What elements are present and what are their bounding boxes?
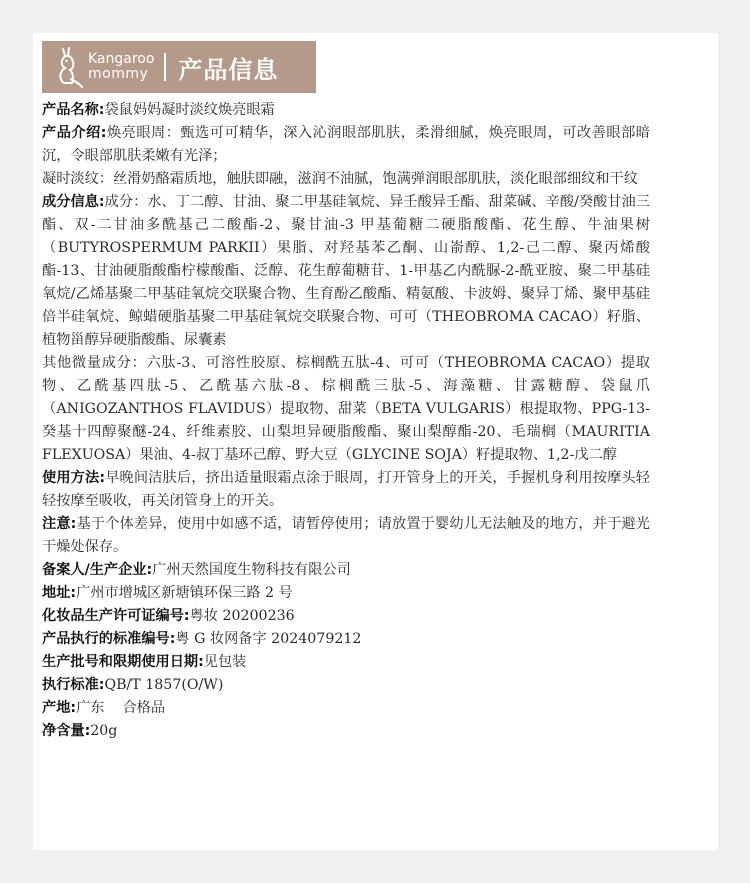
address-value: 广州市增城区新塘镇环保三路 2 号 <box>76 585 293 601</box>
batch-value: 见包装 <box>203 654 247 670</box>
origin-row <box>42 697 650 720</box>
address-label: 地址: <box>42 585 77 601</box>
origin-value: 广东 合格品 <box>76 700 166 716</box>
page-title: 产品信息 <box>178 55 279 84</box>
notice-value: 基于个体差异，使用中如感不适，请暂停使用；请放置于婴幼儿无法触及的地方，并于避光干燥处保存。 <box>42 516 650 555</box>
batch-label: 生产批号和限期使用日期: <box>42 654 204 670</box>
header-banner <box>42 41 316 93</box>
product-intro-label: 产品介绍: <box>42 125 107 141</box>
batch-row <box>42 651 650 674</box>
notice-row <box>42 513 650 559</box>
filer-label: 备案人/生产企业: <box>42 562 153 578</box>
exec-standard-value: QB/T 1857(O/W) <box>104 677 224 693</box>
net-content-row <box>42 720 650 743</box>
usage-row <box>42 467 650 513</box>
ingredients-value: 成分：水、丁二醇、甘油、聚二甲基硅氧烷、异壬酸异壬酯、甜菜碱、辛酸/癸酸甘油三酯、双-二甘油多酰基己二酸酯-2、聚甘油-3 甲基葡糖二硬脂酸酯、花生醇、牛油果树（BUTYROSPERMUM PARKII）果脂、对羟基苯乙酮、山嵛醇、1,2-己二醇、聚丙烯酸酯-13、甘油硬脂酸酯柠檬酸酯、泛醇、花生醇葡糖苷、1-甲基乙内酰脲-2-酰亚胺、聚二甲基硅氧烷/乙烯基聚二甲基硅氧烷交联聚合物、生育酚乙酸酯、精氨酸、卡波姆、聚异丁烯、聚甲基硅倍半硅氧烷、鲸蜡硬脂基聚二甲基硅氧烷交联聚合物、可可（THEOBROMA CACAO）籽脂、植物甾醇异硬脂酸酯、尿囊素 <box>42 194 650 348</box>
license-label: 化妆品生产许可证编号: <box>42 608 190 624</box>
notice-label: 注意: <box>42 516 77 532</box>
filer-row <box>42 559 650 582</box>
product-details <box>42 99 650 743</box>
product-name-value: 袋鼠妈妈凝时淡纹焕亮眼霜 <box>104 102 275 118</box>
origin-label: 产地: <box>42 700 77 716</box>
product-intro-value-2: 凝时淡纹：丝滑奶酪霜质地，触肤即融，滋润不油腻，饱满弹润眼部肌肤，淡化眼部细纹和干纹 <box>42 171 638 187</box>
product-name-label: 产品名称: <box>42 102 105 118</box>
license-row <box>42 605 650 628</box>
product-intro-row <box>42 122 650 168</box>
brand-line1: Kangaroo <box>88 51 155 67</box>
usage-label: 使用方法: <box>42 470 106 486</box>
product-intro-row-2 <box>42 168 650 191</box>
usage-value: 早晚间洁肤后，挤出适量眼霜点涂于眼周，打开管身上的开关，手握机身利用按摩头轻轻按摩至吸收，再关闭管身上的开关。 <box>42 470 650 509</box>
banner-divider <box>164 53 166 81</box>
standard-number-row <box>42 628 650 651</box>
brand-name <box>88 52 154 82</box>
brand-line2: mommy <box>88 66 149 82</box>
standard-number-value: 粤 G 妆网备字 2024079212 <box>175 631 362 647</box>
product-intro-value-1: 焕亮眼周：甄选可可精华，深入沁润眼部肌肤，柔滑细腻，焕亮眼周，可改善眼部暗沉，令眼部肌肤柔嫩有光泽； <box>42 125 650 164</box>
product-name-row <box>42 99 650 122</box>
exec-standard-row <box>42 674 650 697</box>
trace-ingredients-value: 其他微量成分：六肽-3、可溶性胶原、棕榈酰五肽-4、可可（THEOBROMA CACAO）提取物、乙酰基四肽-5、乙酰基六肽-8、棕榈酰三肽-5、海藻糖、甘露糖醇、袋鼠爪（ANIGOZANTHOS FLAVIDUS）提取物、甜菜（BETA VULGARIS）根提取物、PPG-13-癸基十四醇聚醚-24、纤维素胶、山梨坦异硬脂酸酯、聚山梨醇酯-20、毛瑞榈（MAURITIA FLEXUOSA）果油、4-叔丁基环己醇、野大豆（GLYCINE SOJA）籽提取物、1,2-戊二醇 <box>42 355 650 463</box>
standard-number-label: 产品执行的标准编号: <box>42 631 176 647</box>
trace-ingredients-row <box>42 352 650 467</box>
ingredients-row <box>42 191 650 352</box>
kangaroo-logo-icon <box>52 45 86 89</box>
license-value: 粤妆 20200236 <box>189 608 295 624</box>
address-row <box>42 582 650 605</box>
net-content-value: 20g <box>90 723 118 739</box>
filer-value: 广州天然国度生物科技有限公司 <box>152 562 351 578</box>
ingredients-label: 成分信息: <box>42 194 105 210</box>
net-content-label: 净含量: <box>42 723 91 739</box>
exec-standard-label: 执行标准: <box>42 677 105 693</box>
